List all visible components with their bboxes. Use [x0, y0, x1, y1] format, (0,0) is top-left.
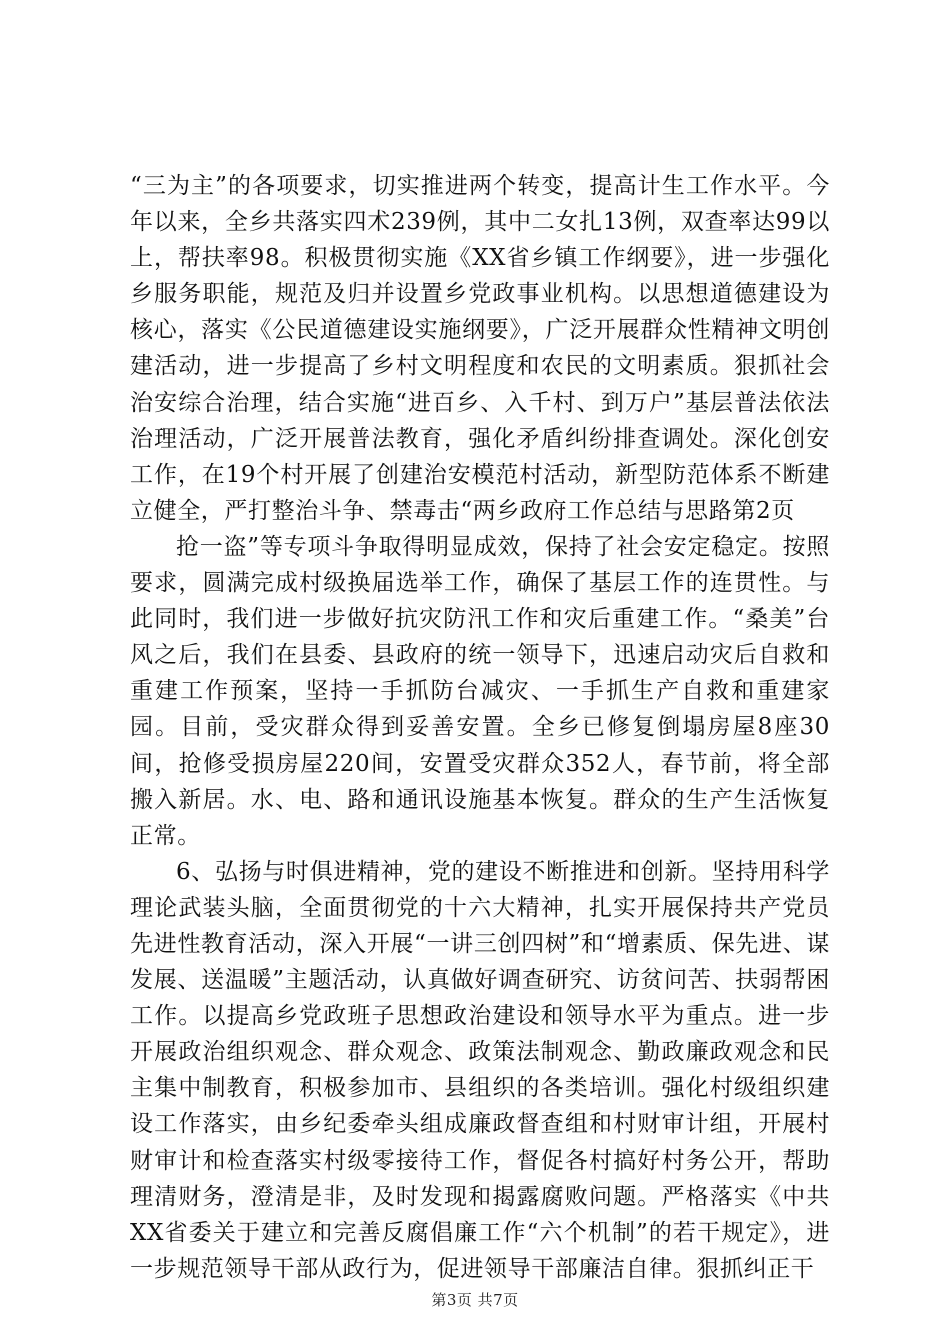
paragraph-1: “三为主”的各项要求，切实推进两个转变，提高计生工作水平。今年以来，全乡共落实四术239例，其中二女扎13例，双查率达99以上，帮扶率98。积极贯彻实施《XX省乡镇工作纲要》，进一步强化乡服务职能，规范及归并设置乡党政事业机构。以思想道德建设为核心，落实《公民道德建设实施纲要》，广泛开展群众性精神文明创建活动，进一步提高了乡村文明程度和农民的文明素质。狠抓社会治安综合治理，结合实施“进百乡、入千村、到万户”基层普法依法治理活动，广泛开展普法教育，强化矛盾纠纷排查调处。深化创安工作，在19个村开展了创建治安模范村活动，新型防范体系不断建立健全，严打整治斗争、禁毒击“两乡政府工作总结与思路第2页 — [130, 173, 830, 524]
page-footer — [0, 1290, 950, 1310]
document-body — [130, 168, 830, 1287]
paragraph-2: 抢一盗”等专项斗争取得明显成效，保持了社会安定稳定。按照要求，圆满完成村级换届选举工作，确保了基层工作的连贯性。与此同时，我们进一步做好抗灾防汛工作和灾后重建工作。“桑美”台风之后，我们在县委、县政府的统一领导下，迅速启动灾后自救和重建工作预案，坚持一手抓防台减灾、一手抓生产自救和重建家园。目前，受灾群众得到妥善安置。全乡已修复倒塌房屋8座30间，抢修受损房屋220间，安置受灾群众352人，春节前，将全部搬入新居。水、电、路和通讯设施基本恢复。群众的生产生活恢复正常。 — [130, 533, 830, 849]
paragraph-3: 6、弘扬与时俱进精神，党的建设不断推进和创新。坚持用科学理论武装头脑，全面贯彻党的十六大精神，扎实开展保持共产党员先进性教育活动，深入开展“一讲三创四树”和“增素质、保先进、谋发展、送温暖”主题活动，认真做好调查研究、访贫问苦、扶弱帮困工作。以提高乡党政班子思想政治建设和领导水平为重点。进一步开展政治组织观念、群众观念、政策法制观念、勤政廉政观念和民主集中制教育，积极参加市、县组织的各类培训。强化村级组织建设工作落实，由乡纪委牵头组成廉政督查组和村财审计组，开展村财审计和检查落实村级零接待工作，督促各村搞好村务公开，帮助理清财务，澄清是非，及时发现和揭露腐败问题。严格落实《中共XX省委关于建立和完善反腐倡廉工作“六个机制”的若干规定》，进一步规范领导干部从政行为，促进领导干部廉洁自律。狠抓纠正干 — [130, 858, 830, 1282]
page-number-label: 第3页 共7页 — [431, 1291, 519, 1309]
